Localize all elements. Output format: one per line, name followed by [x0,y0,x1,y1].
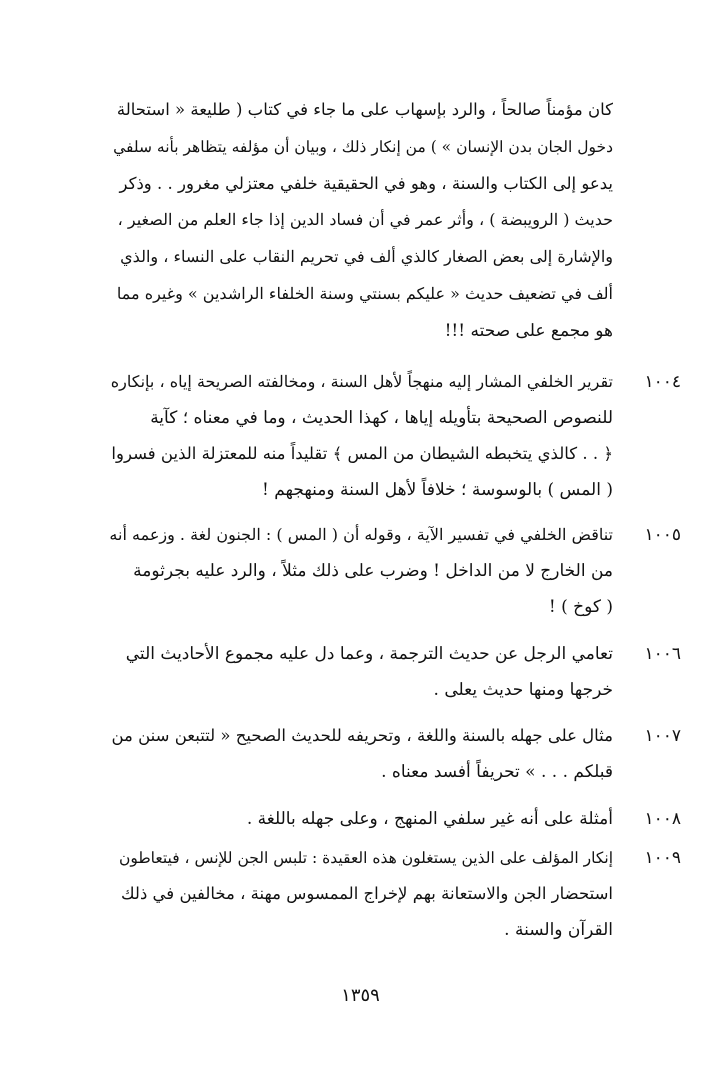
entry-line: إنكار المؤلف على الذين يستغلون هذه العقيدة : تلبس الجن للإنس ، فيتعاطون [118,849,613,867]
entry-number: ١٠٠٩ [644,848,681,868]
page-number: ١٣٥٩ [341,985,380,1006]
entry-number: ١٠٠٧ [644,726,681,746]
intro-line: كان مؤمناً صالحاً ، والرد بإسهاب على ما جاء في كتاب ( طليعة « استحالة [116,100,613,119]
entry-line: قبلكم . . . » تحريفاً أفسد معناه . [381,762,613,782]
intro-line: هو مجمع على صحته !!! [444,320,613,341]
entry-number: ١٠٠٨ [644,809,681,829]
entry-line: تقرير الخلفي المشار إليه منهجاً لأهل السنة ، ومخالفته الصريحة إياه ، بإنكاره [110,372,613,391]
intro-line: حديث ( الرويبضة ) ، وأثر عمر في أن فساد الدين إذا جاء العلم من الصغير ، [117,210,613,230]
entry-line: تناقض الخلفي في تفسير الآية ، وقوله أن ( المس ) : الجنون لغة . وزعمه أنه [109,525,613,544]
entry-line: مثال على جهله بالسنة واللغة ، وتحريفه للحديث الصحيح « لتتبعن سنن من [111,726,613,745]
entry-line: للنصوص الصحيحة بتأويله إياها ، كهذا الحديث ، وما في معناه ؛ كآية [150,408,613,428]
entry-text [107,636,613,708]
entry-text [107,364,613,508]
entry-text [107,801,613,837]
entry-line: استحضار الجن والاستعانة بهم لإخراج الممسوس مهنة ، مخالفين في ذلك [121,884,613,903]
intro-line: دخول الجان بدن الإنسان » ) من إنكار ذلك ، وبيان أن مؤلفه يتظاهر بأنه سلفي [113,137,613,156]
entry-line: من الخارج لا من الداخل ! وضرب على ذلك مثلاً ، والرد عليه بجرثومة [133,561,613,581]
entry-number: ١٠٠٥ [644,525,681,545]
entry-text [107,517,613,625]
entry-line: تعامي الرجل عن حديث الترجمة ، وعما دل عليه مجموع الأحاديث التي [125,644,613,664]
entry-line: ﴿ . . كالذي يتخبطه الشيطان من المس ﴾ تقليداً منه للمعتزلة الذين فسروا [111,444,613,463]
entry-line: ( المس ) بالوسوسة ؛ خلافاً لأهل السنة ومنهجهم ! [261,480,613,500]
entry-line: القرآن والسنة . [504,920,613,940]
intro-paragraph [107,92,613,350]
entry-text [107,718,613,790]
intro-line: يدعو إلى الكتاب والسنة ، وهو في الحقيقية خلفي معتزلي مغرور . . وذكر [119,173,613,193]
entry-text [107,840,613,948]
entry-line: أمثلة على أنه غير سلفي المنهج ، وعلى جهله باللغة . [246,809,613,829]
entry-line: خرجها ومنها حديث يعلى . [433,680,613,700]
intro-line: ألف في تضعيف حديث « عليكم بسنتي وسنة الخلفاء الراشدين » وغيره مما [116,283,613,303]
entry-line: ( كوخ ) ! [548,597,613,617]
entry-number: ١٠٠٤ [644,372,681,392]
entry-number: ١٠٠٦ [644,644,681,664]
intro-line: والإشارة إلى بعض الصغار كالذي ألف في تحريم النقاب على النساء ، والذي [120,247,613,267]
